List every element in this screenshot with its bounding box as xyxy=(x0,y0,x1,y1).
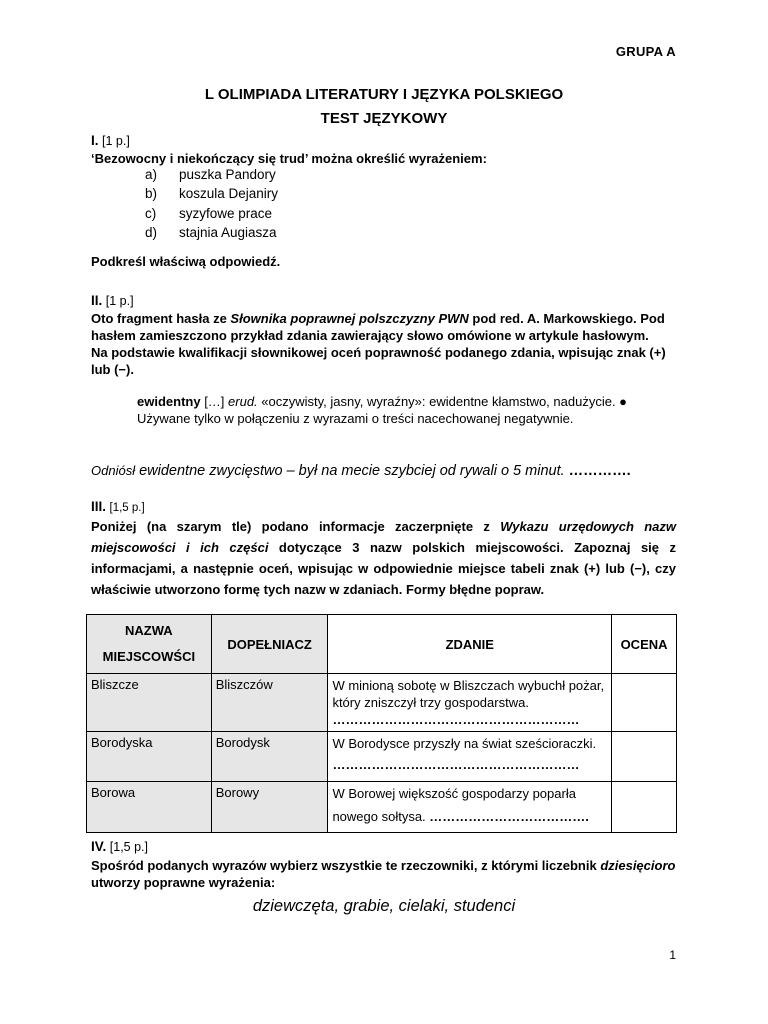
option-text: puszka Pandory xyxy=(179,167,276,182)
table-row xyxy=(87,782,677,833)
cell-sentence xyxy=(328,732,612,782)
question-3-instruction xyxy=(91,516,676,600)
option-letter: a) xyxy=(145,167,158,182)
answer-blank[interactable]: ………………………………………………… xyxy=(332,712,580,727)
entry-headword: ewidentny xyxy=(137,394,201,409)
option-text: syzyfowe prace xyxy=(179,205,273,221)
cell-genitive: Bliszczów xyxy=(211,674,328,732)
cell-place-name: Borodyska xyxy=(87,732,212,782)
example-first-word: Odniósł xyxy=(91,463,136,478)
table-row xyxy=(87,732,677,782)
answer-blank[interactable]: …………. xyxy=(568,463,631,479)
intro-text: pod red. A. Markowskiego. Pod hasłem zamieszczono przykład zdania zawierający słowo omówione w artykule hasłowym. xyxy=(91,311,665,343)
option-text: stajnia Augiasza xyxy=(179,224,277,240)
question-number: II. xyxy=(91,293,103,308)
instruction-text: Poniżej (na szarym tle) podano informacje zaczerpnięte z xyxy=(91,519,501,534)
cell-grade[interactable] xyxy=(612,732,677,782)
example-sentence xyxy=(91,463,631,479)
question-number: III. xyxy=(91,499,107,514)
cell-place-name: Bliszcze xyxy=(87,674,212,732)
sentence-text: W Borodysce przyszły na świat sześcioraczki. xyxy=(332,736,597,751)
option-letter: c) xyxy=(145,205,157,221)
dictionary-title: Słownika poprawnej polszczyzny PWN xyxy=(230,311,469,326)
header-sentence: ZDANIE xyxy=(328,615,612,674)
option-text: koszula Dejaniry xyxy=(179,186,279,202)
page-title: L OLIMPIADA LITERATURY I JĘZYKA POLSKIEGO xyxy=(204,86,564,103)
cell-grade[interactable] xyxy=(612,674,677,732)
cell-grade[interactable] xyxy=(612,782,677,833)
sentence-line-2 xyxy=(332,808,607,825)
place-names-table xyxy=(86,614,677,833)
answer-blank[interactable]: ………………………………. xyxy=(429,809,589,824)
table-header-row xyxy=(87,615,677,674)
sentence-text: W Borowej większość gospodarzy poparła xyxy=(332,786,576,801)
question-4-instruction xyxy=(91,857,676,891)
question-1-prompt: ‘Bezowocny i niekończący się trud’ można określić wyrażeniem: xyxy=(91,151,487,166)
page-number: 1 xyxy=(669,948,676,962)
dictionary-entry xyxy=(137,393,677,427)
word-list: dziewczęta, grabie, cielaki, studenci xyxy=(252,897,516,915)
page-subtitle: TEST JĘZYKOWY xyxy=(320,110,448,127)
header-genitive: DOPEŁNIACZ xyxy=(211,615,328,674)
cell-genitive: Borodysk xyxy=(211,732,328,782)
entry-definition: «oczywisty, jasny, wyraźny»: ewidentne kłamstwo, nadużycie. ● Używane tylko w połączeniu z wyrazami o treści nacechowanej negatywnie. xyxy=(137,394,628,426)
numeral-word: dziesięcioro xyxy=(600,858,676,873)
header-grade: OCENA xyxy=(612,615,677,674)
question-2-header xyxy=(91,293,134,308)
question-2-intro xyxy=(91,310,676,344)
cell-sentence xyxy=(328,674,612,732)
header-place-name: NAZWA MIEJSCOWŚCI xyxy=(87,615,212,674)
entry-qualifier: erud. xyxy=(228,394,258,409)
question-points: [1,5 p.] xyxy=(109,502,145,514)
table-row xyxy=(87,674,677,732)
question-2-instruction: Na podstawie kwalifikacji słownikowej oceń poprawność podanego zdania, wpisując znak (+) lub (−). xyxy=(91,345,666,377)
option-letter: b) xyxy=(145,186,158,202)
cell-sentence xyxy=(328,782,612,833)
question-points: [1 p.] xyxy=(102,134,130,148)
question-number: I. xyxy=(91,133,99,148)
question-number: IV. xyxy=(91,839,107,854)
intro-text: Oto fragment hasła ze xyxy=(91,311,231,326)
cell-place-name: Borowa xyxy=(87,782,212,833)
answer-blank[interactable]: ………………………………………………… xyxy=(332,757,580,772)
example-text: ewidentne zwycięstwo – był na mecie szybciej od rywali o 5 minut. xyxy=(135,463,569,479)
question-4-header xyxy=(91,839,148,854)
sentence-text: W minioną sobotę w Bliszczach wybuchł pożar, który zniszczył trzy gospodarstwa. xyxy=(332,678,605,710)
question-points: [1 p.] xyxy=(105,294,134,308)
instruction-text: utworzy poprawne wyrażenia: xyxy=(91,875,276,890)
question-3-header xyxy=(91,499,145,514)
instruction-text: Spośród podanych wyrazów wybierz wszystkie te rzeczowniki, z którymi liczebnik xyxy=(91,858,601,873)
cell-genitive: Borowy xyxy=(211,782,328,833)
question-1-header xyxy=(91,133,130,148)
group-label: GRUPA A xyxy=(615,44,676,59)
register-title: Wykazu urzędowych nazw miejscowości i ich części xyxy=(91,519,677,555)
question-points: [1,5 p.] xyxy=(109,840,148,854)
option-letter: d) xyxy=(145,224,158,240)
instruction-text: dotyczące 3 nazw polskich miejscowości. Zapoznaj się z informacjami, a następnie oceń, wpisując w odpowiednie miejsce tabeli znak (+) lub (−), czy właściwie utworzono formę tych nazw w zdaniach. Formy błędne popraw. xyxy=(91,540,676,597)
entry-bracket: […] xyxy=(200,394,229,409)
sentence-text: nowego sołtysa. xyxy=(332,809,430,824)
question-1-instruction: Podkreśl właściwą odpowiedź. xyxy=(91,254,281,269)
